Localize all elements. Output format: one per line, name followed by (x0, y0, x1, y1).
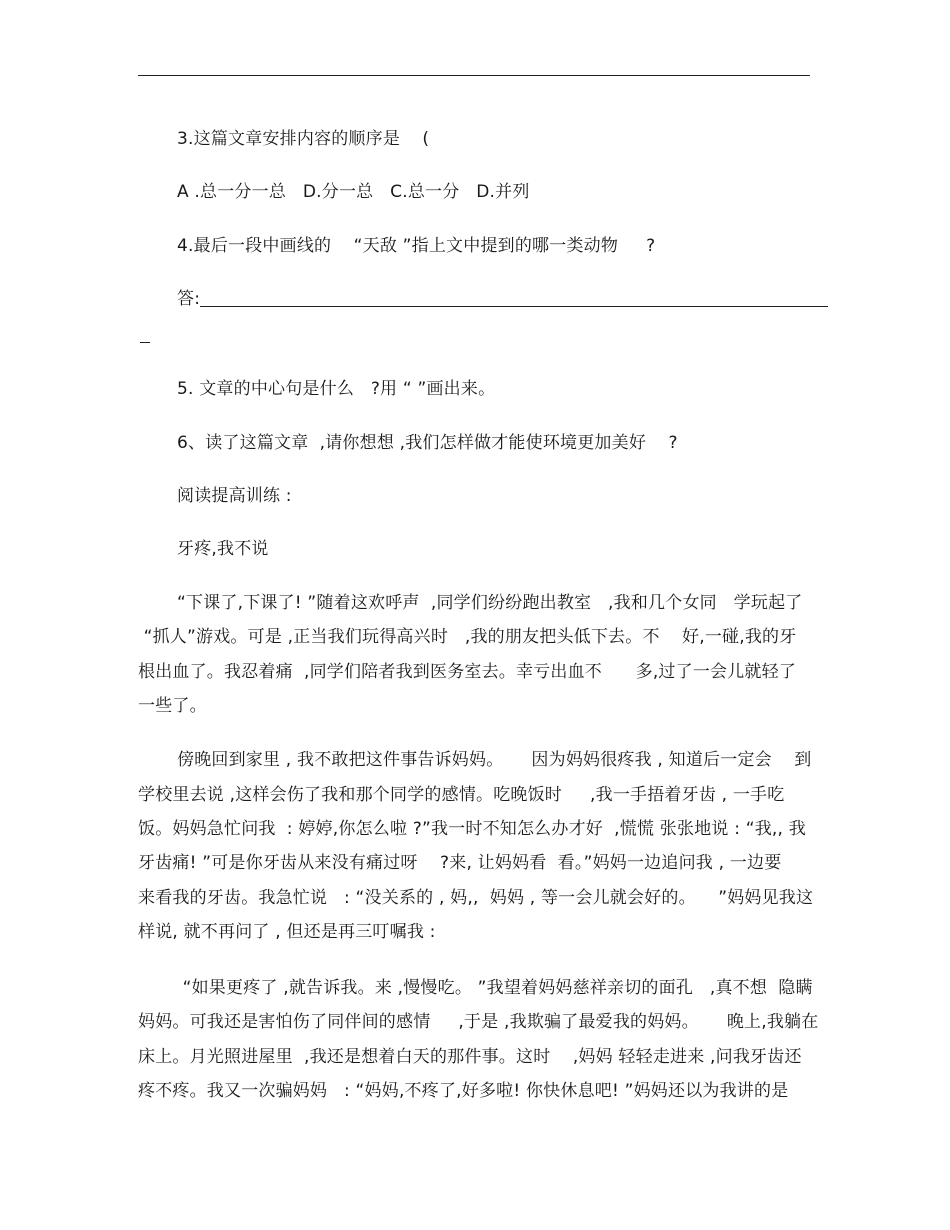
paragraph-2-line-1: 傍晚回到家里 , 我不敢把这件事告诉妈妈。 因为妈妈很疼我 , 知道后一定会 到 (177, 750, 812, 770)
paragraph-1-line-1: “下课了,下课了! ”随着这欢呼声 ,同学们纷纷跑出教室 ,我和几个女同 学玩起了 (177, 593, 803, 613)
question-3-options: A .总一分一总 D.分一总 C.总一分 D.并列 (177, 182, 530, 202)
paragraph-2-line-3: 饭。妈妈急忙问我 : 婷婷,你怎么啦 ?”我一时不知怎么办才好 ,慌慌 张张地说 : “我,, 我 (138, 819, 806, 839)
paragraph-2-line-2: 学校里去说 ,这样会伤了我和那个同学的感情。吃晚饭时 ,我一手捂着牙齿 , 一手吃 (138, 785, 785, 805)
paragraph-2-line-4: 牙齿痛! ”可是你牙齿从来没有痛过呀 ?来, 让妈妈看 看。”妈妈一边追问我 , 一边要 (138, 853, 782, 873)
paragraph-2-line-5: 来看我的牙齿。我急忙说 : “没关系的 , 妈,, 妈妈 , 等一会儿就会好的。 ”妈妈见我这 (138, 888, 814, 908)
paragraph-1-line-3: 根出血了。我忍着痛 ,同学们陪者我到医务室去。幸亏出血不 多,过了一会儿就轻了 (138, 662, 797, 682)
paragraph-2-line-6: 样说, 就不再问了 , 但还是再三叮嘱我 : (138, 922, 436, 942)
paragraph-3-line-1: “如果更疼了 ,就告诉我。来 ,慢慢吃。 ”我望着妈妈慈祥亲切的面孔 ,真不想 隐瞒 (177, 978, 813, 998)
top-divider (138, 75, 810, 76)
question-4: 4.最后一段中画线的 “天敌 ”指上文中提到的哪一类动物 ? (177, 236, 656, 256)
paragraph-3-line-3: 床上。月光照进屋里 ,我还是想着白天的那件事。这时 ,妈妈 轻轻走进来 ,问我牙齿还 (138, 1047, 802, 1067)
question-6: 6、读了这篇文章 ,请你想想 ,我们怎样做才能使环境更加美好 ? (177, 433, 678, 453)
story-title: 牙疼,我不说 (177, 539, 269, 559)
question-5: 5. 文章的中心句是什么 ?用 “ ”画出来。 (177, 379, 496, 399)
answer-label: 答: (177, 289, 201, 309)
section-heading: 阅读提高训练 : (177, 486, 292, 506)
question-3: 3.这篇文章安排内容的顺序是 ( (177, 129, 430, 149)
paragraph-1-line-4: 一些了。 (138, 696, 207, 716)
paragraph-1-line-2: “抓人”游戏。可是 ,正当我们玩得高兴时 ,我的朋友把头低下去。不 好,一碰,我的牙 (138, 627, 797, 647)
answer-blank-line (200, 306, 828, 307)
paragraph-3-line-2: 妈妈。可我还是害怕伤了同伴间的感情 ,于是 ,我欺骗了最爱我的妈妈。 晚上,我躺在 (138, 1012, 819, 1032)
answer-blank-line-tail (140, 342, 150, 343)
paragraph-3-line-4: 疼不疼。我又一次骗妈妈 : “妈妈,不疼了,好多啦! 你快休息吧! ”妈妈还以为我讲的是 (138, 1081, 789, 1101)
